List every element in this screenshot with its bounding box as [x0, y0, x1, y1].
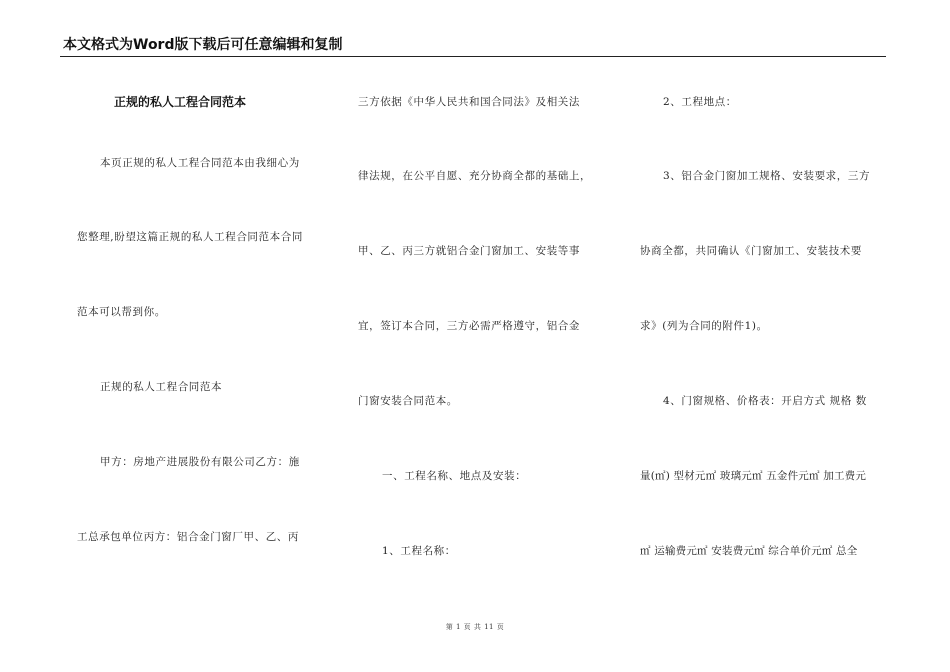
text-line: 范本可以帮到你。 [77, 306, 166, 318]
header-title: 本文格式为Word版下载后可任意编辑和复制 [63, 37, 343, 53]
text-line: 三方依据《中华人民共和国合同法》及相关法 [358, 96, 580, 108]
text-line: 协商全都，共同确认《门窗加工、安装技术要 [640, 245, 862, 257]
column-1 [0, 0, 330, 672]
text-line: 本页正规的私人工程合同范本由我细心为 [100, 157, 300, 169]
text-line: 宜，签订本合同，三方必需严格遵守，铝合金 [358, 320, 580, 332]
text-line: 2、工程地点： [663, 96, 737, 108]
text-line: 4、门窗规格、价格表：开启方式 规格 数 [663, 395, 867, 407]
column-2 [330, 0, 620, 672]
page-number: 第 1 页 共 11 页 [445, 623, 505, 631]
text-line: 正规的私人工程合同范本 [100, 381, 223, 393]
column-3 [620, 0, 900, 672]
text-line: 甲方：房地产进展股份有限公司乙方：施 [100, 456, 300, 468]
text-line: 甲、乙、丙三方就铝合金门窗加工、安装等事 [358, 245, 580, 257]
text-line: 工总承包单位丙方：铝合金门窗厂甲、乙、丙 [77, 531, 299, 543]
text-line: 求》(列为合同的附件1)。 [640, 320, 768, 332]
text-line: 律法规，在公平自愿、充分协商全都的基础上， [358, 170, 592, 182]
document-title: 正规的私人工程合同范本 [114, 95, 247, 109]
text-line: ㎡ 运输费元㎡ 安装费元㎡ 综合单价元㎡ 总全 [640, 545, 858, 557]
text-line: 您整理,盼望这篇正规的私人工程合同范本合同 [77, 231, 303, 243]
section-heading: 一、工程名称、地点及安装： [382, 470, 527, 482]
text-line: 量(㎡) 型材元㎡ 玻璃元㎡ 五金件元㎡ 加工费元 [640, 470, 867, 482]
text-line: 3、铝合金门窗加工规格、安装要求，三方 [663, 170, 871, 182]
text-line: 门窗安装合同范本。 [358, 395, 458, 407]
text-line: 1、工程名称： [382, 545, 456, 557]
